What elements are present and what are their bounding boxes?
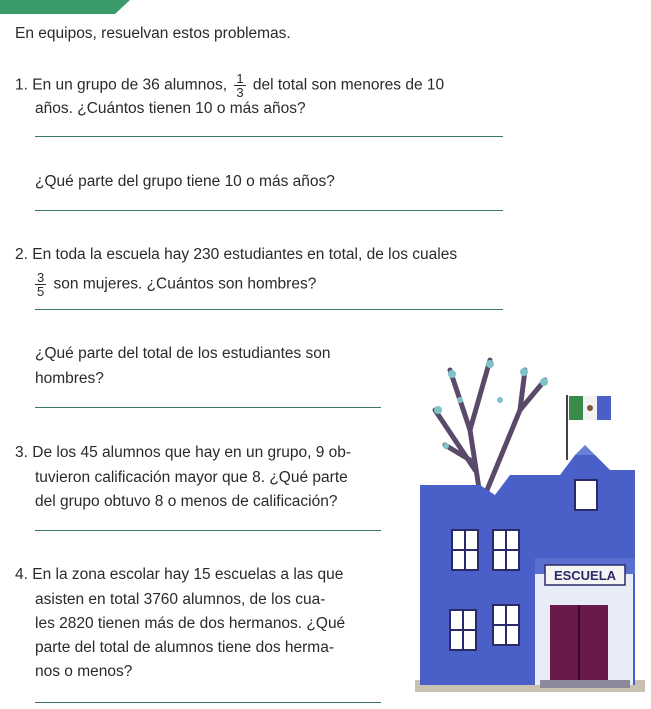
problem-text: En la zona escolar hay 15 escuelas a las que (32, 566, 344, 583)
tree-branches (435, 360, 545, 495)
answer-line[interactable] (35, 407, 381, 408)
problem-2-line-2 (32, 271, 316, 298)
problem-2-line-1 (15, 245, 457, 265)
problem-number: 2. (15, 246, 28, 263)
answer-line[interactable] (35, 530, 381, 531)
problem-text: En un grupo de 36 alumnos, (32, 76, 227, 94)
answer-line[interactable] (35, 309, 503, 310)
problem-4-line-2: asisten en total 3760 alumnos, de los cua- (35, 591, 326, 608)
fraction-denominator: 3 (236, 85, 244, 100)
problem-number: 1. (15, 76, 28, 94)
fraction (234, 72, 245, 99)
school-illustration (410, 350, 650, 700)
problem-4-line-1 (15, 565, 343, 585)
problem-4-line-5: nos o menos? (35, 663, 133, 680)
problem-3-line-3: del grupo obtuvo 8 o menos de calificación? (35, 493, 338, 510)
answer-line[interactable] (35, 136, 503, 137)
fraction-numerator: 3 (37, 270, 45, 285)
problem-number: 4. (15, 566, 28, 583)
problem-text: En toda la escuela hay 230 estudiantes en total, de los cuales (32, 246, 458, 263)
problem-text: De los 45 alumnos que hay en un grupo, 9 ob- (32, 444, 352, 461)
problem-1-line-2: años. ¿Cuántos tienen 10 o más años? (35, 100, 306, 117)
problem-1-line-1 (15, 72, 444, 99)
problem-1-followup: ¿Qué parte del grupo tiene 10 o más años? (35, 173, 335, 190)
problem-3-line-1 (15, 443, 351, 463)
roof-peak (575, 445, 595, 455)
problem-number: 3. (15, 444, 28, 461)
answer-line[interactable] (35, 210, 503, 211)
mexico-flag (569, 396, 611, 420)
problem-4-line-3: les 2820 tienen más de dos hermanos. ¿Qué (35, 615, 346, 632)
problem-text: del total son menores de 10 (252, 76, 445, 94)
school-sign-text: ESCUELA (553, 568, 617, 583)
fraction-denominator: 5 (37, 284, 45, 299)
fraction-numerator: 1 (236, 71, 244, 86)
problem-2-followup-2: hombres? (35, 370, 104, 387)
entrance-step (540, 680, 630, 688)
fraction (35, 271, 46, 298)
problem-2-followup-1: ¿Qué parte del total de los estudiantes son (35, 345, 331, 362)
header-tab (0, 0, 140, 14)
problem-text: son mujeres. ¿Cuántos son hombres? (53, 275, 317, 293)
problem-3-line-2: tuvieron calificación mayor que 8. ¿Qué parte (35, 469, 348, 486)
instruction: En equipos, resuelvan estos problemas. (15, 25, 291, 42)
answer-line[interactable] (35, 702, 381, 703)
problem-4-line-4: parte del total de alumnos tiene dos herma- (35, 639, 334, 656)
